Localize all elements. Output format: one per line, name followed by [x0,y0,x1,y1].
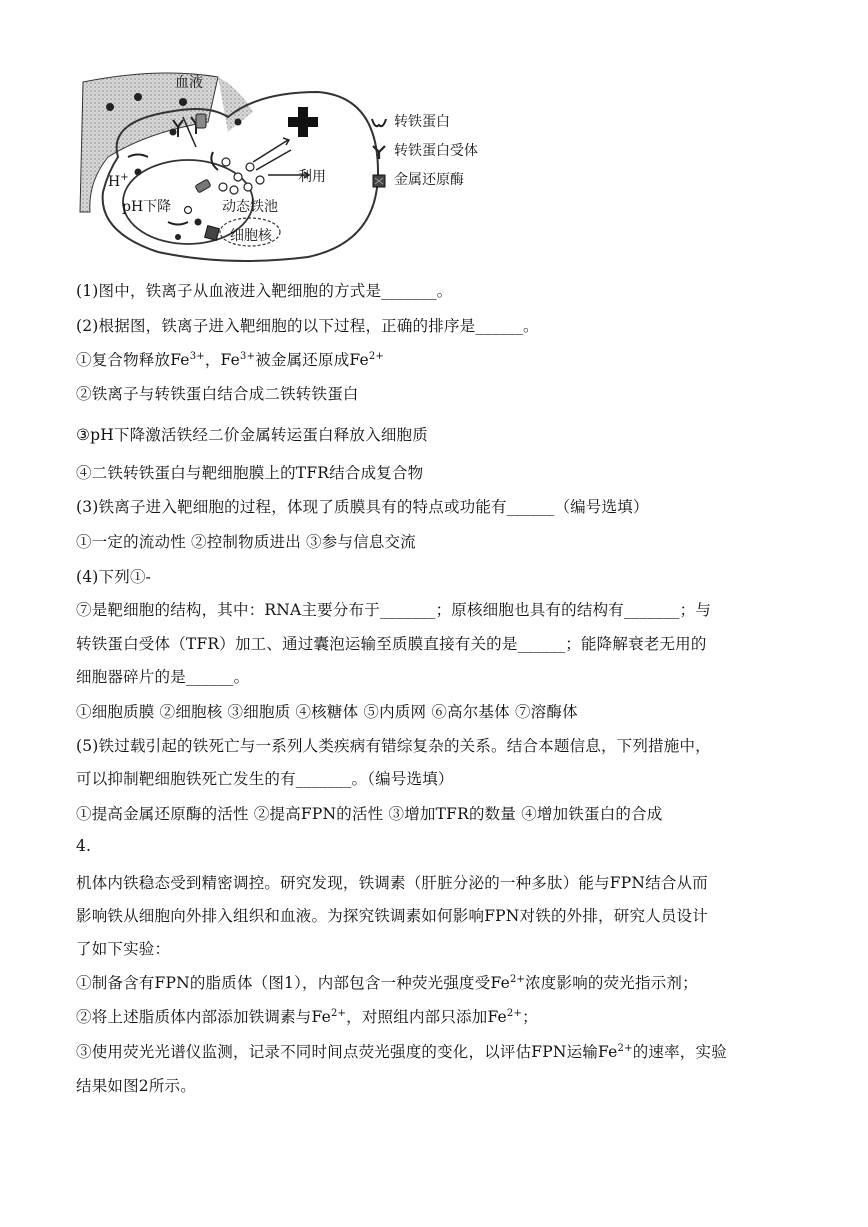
question-2-option-4: ④二铁转铁蛋白与靶细胞膜上的TFR结合成复合物 [76,464,424,482]
sup: 2+ [509,974,526,985]
text: ③使用荧光光谱仪监测，记录不同时间点荧光强度的变化，以评估FPN运输Fe [76,1043,618,1061]
text: 被金属还原成Fe [255,351,369,369]
figure-legend [370,108,478,195]
question-2: (2)根据图，铁离子进入靶细胞的以下过程，正确的排序是______。 [76,317,539,335]
sup: 3+ [189,351,205,362]
question-4-line-3: 转铁蛋白受体（TFR）加工、通过囊泡运输至质膜直接有关的是______；能降解衰老无用的 [76,635,707,653]
ferritin-shape [288,107,318,137]
question-5-line-1: (5)铁过载引起的铁死亡与一系列人类疾病有错综复杂的关系。结合本题信息，下列措施中， [76,737,711,755]
step-3-line-2: 结果如图2所示。 [76,1077,196,1095]
sup: 2+ [506,1008,523,1019]
metal-reductase-icon [370,173,388,189]
legend-label: 转铁蛋白受体 [394,143,478,159]
question-1: (1)图中，铁离子从血液进入靶细胞的方式是_______。 [76,282,453,300]
question-4-line-4: 细胞器碎片的是______。 [76,668,250,686]
text: ①复合物释放Fe [76,351,190,369]
legend-label: 金属还原酶 [394,172,464,188]
question-2-option-2: ②铁离子与转铁蛋白结合成二铁转铁蛋白 [76,385,359,403]
text: ②将上述脂质体内部添加铁调素与Fe [76,1008,331,1026]
paragraph-4-line-3: 了如下实验： [76,940,171,958]
transferrin-icon [370,115,388,131]
label-blood: 血液 [175,75,203,91]
question-5-options: ①提高金属还原酶的活性 ②提高FPN的活性 ③增加TFR的数量 ④增加铁蛋白的合成 [76,805,663,823]
label-ph-drop: pH下降 [122,199,172,215]
text: ； [522,1008,538,1026]
sup: 2+ [617,1043,633,1054]
sup: 3+ [240,351,256,362]
label-utilize: 利用 [298,169,326,185]
text: ①制备含有FPN的脂质体（图1），内部包含一种荧光强度受Fe [76,974,510,992]
question-3-options: ①一定的流动性 ②控制物质进出 ③参与信息交流 [76,533,416,551]
label-h-plus [108,174,129,190]
step-3-line-1 [76,1040,727,1062]
question-5-line-2: 可以抑制靶细胞铁死亡发生的有_______。（编号选填） [76,770,454,788]
text: 浓度影响的荧光指示剂； [525,974,698,992]
legend-item-receptor [370,137,478,166]
transferrin-receptor-icon [370,144,388,160]
label-dynamic-iron-pool: 动态铁池 [222,199,278,215]
legend-label: 转铁蛋白 [394,114,450,130]
question-2-option-1 [76,348,384,370]
step-2 [76,1005,538,1027]
question-number-4: 4. [76,837,92,855]
legend-item-reductase [370,166,478,195]
question-4-line-1: (4)下列①- [76,568,152,586]
paragraph-4-line-2: 影响铁从细胞向外排入组织和血液。为探究铁调素如何影响FPN对铁的外排，研究人员设计 [76,907,708,925]
label-nucleus: 细胞核 [230,228,272,244]
question-4-options: ①细胞质膜 ②细胞核 ③细胞质 ④核糖体 ⑤内质网 ⑥高尔基体 ⑦溶酶体 [76,703,578,721]
step-1 [76,971,698,993]
text: 的速率，实验 [632,1043,727,1061]
sup: 2+ [368,351,385,362]
text: ，Fe [204,351,241,369]
paragraph-4-line-1: 机体内铁稳态受到精密调控。研究发现，铁调素（肝脏分泌的一种多肽）能与FPN结合从而 [76,874,708,892]
h-plus-sup: + [120,172,129,183]
h-plus-text: H [108,174,121,190]
legend-item-transferrin [370,108,478,137]
text: ，对照组内部只添加Fe [346,1008,507,1026]
question-3: (3)铁离子进入靶细胞的过程，体现了质膜具有的特点或功能有______（编号选填） [76,498,649,516]
sup: 2+ [330,1008,347,1019]
question-2-option-3: ③pH下降激活铁经二价金属转运蛋白释放入细胞质 [76,426,428,444]
question-4-line-2: ⑦是靶细胞的结构，其中：RNA主要分布于_______；原核细胞也具有的结构有_______；与 [76,601,712,619]
